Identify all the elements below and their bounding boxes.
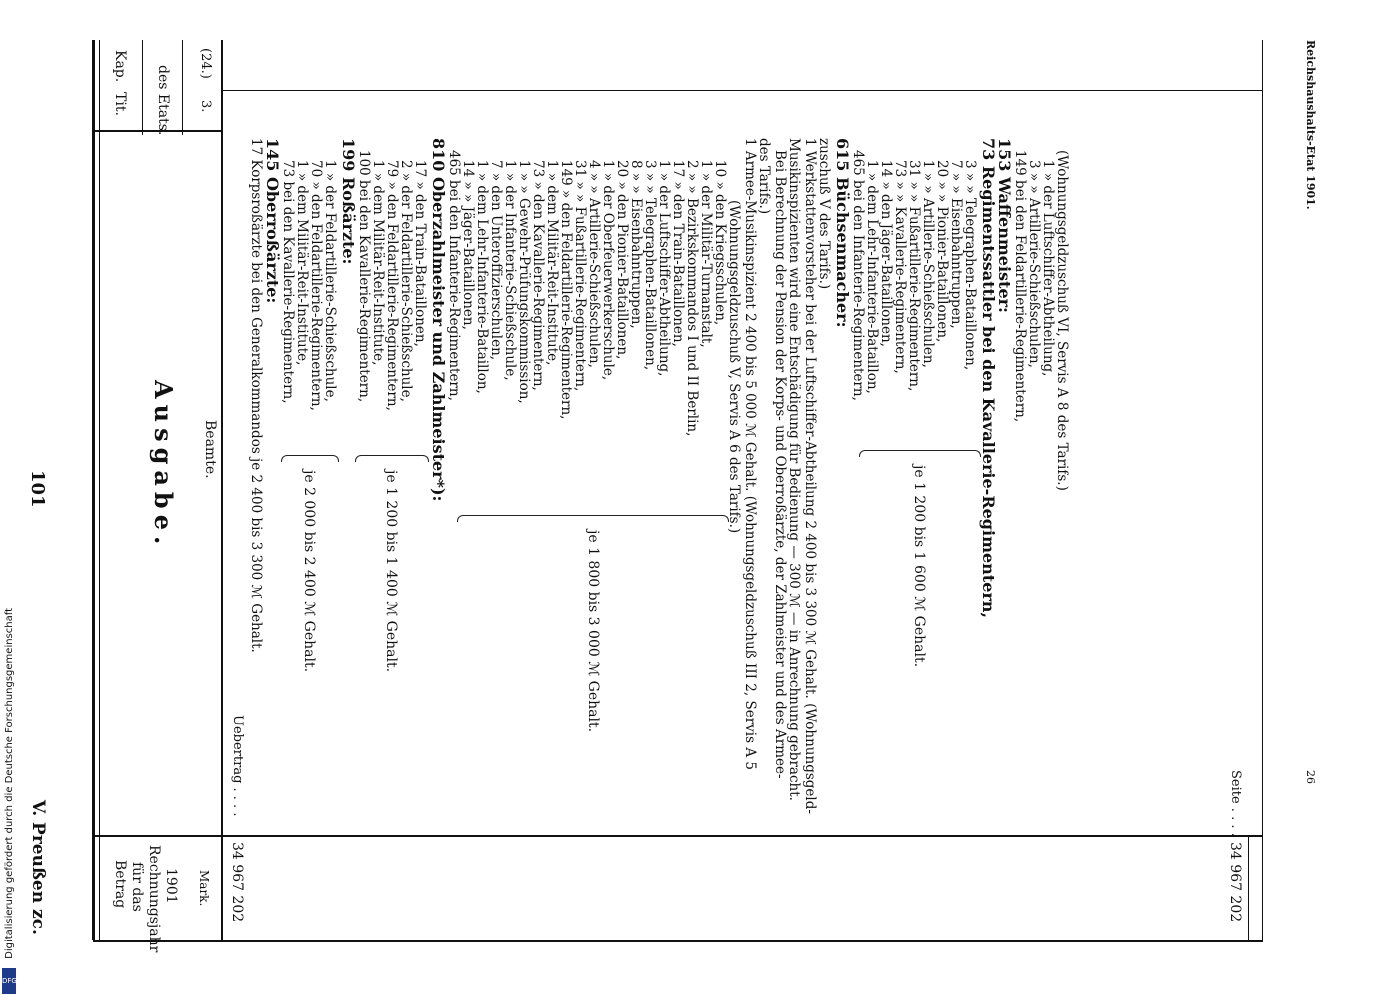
entry-line: 1 » dem Militär-Reit-Institute, xyxy=(544,160,560,366)
entry-line: 3 » » Telegraphen-Bataillonen, xyxy=(962,160,978,371)
entry-line: Musikinspizienten wird eine Entschädigung für Bedienung — 300 ℳ — in Anrechnung gebracht. xyxy=(786,138,802,801)
salary-note-oberrossaerzte: je 2 000 bis 2 400 ℳ Gehalt. xyxy=(301,470,317,673)
entry-line: 1 » dem Militär-Reit-Institute, xyxy=(294,160,310,366)
header-des-etats: des Etats. xyxy=(155,65,171,136)
header-tit: Tit. xyxy=(112,92,128,116)
entry-line: 3 » » Telegraphen-Bataillonen, xyxy=(642,160,658,371)
heading-ausgabe: Ausgabe. xyxy=(149,380,178,551)
entry-line: 1 » » Gewehr-Prüfungskommission, xyxy=(516,160,532,404)
uebertrag-label: Uebertrag . . . . xyxy=(230,715,245,817)
entry-line: Bei Berechnung der Pension der Korps- und Oberroßärzte, der Zahlmeister und des Armee- xyxy=(772,150,788,779)
entry-line: 153 Waffenmeister: xyxy=(995,138,1014,313)
column-rule-left xyxy=(221,40,223,940)
entry-line: 79 » den Feldartillerie-Regimentern, xyxy=(384,160,400,411)
entry-line: 1 Werkstattenvorsteher bei der Luftschiffer-Abtheilung 2 400 bis 3 300 ℳ Gehalt. (Wohnungsgeld- xyxy=(802,138,818,814)
entry-line: 1 » der Luftschiffer-Abtheilung, xyxy=(656,160,672,377)
entry-line: (Wohnungsgeldzuschuß V, Servis A 6 des Tarifs.) xyxy=(726,200,742,534)
entry-line: 149 » den Feldartillerie-Regimentern, xyxy=(558,160,574,420)
kap-value: (24.) xyxy=(198,48,213,79)
entry-line: 2 » » Bezirkskommandos I und II Berlin, xyxy=(684,160,700,437)
section-title: V. Preußen zc. xyxy=(28,800,48,935)
entry-line: des Tarifs.) xyxy=(756,138,772,215)
entry-line: 14 » » Jäger-Bataillonen, xyxy=(460,160,476,330)
digitization-note: Digitalisierung gefördert durch die Deutsche Forschungsgemeinschaft xyxy=(4,608,15,959)
entry-line: 73 » » Kavallerie-Regimentern, xyxy=(892,160,908,374)
entry-line: 17 Korpsroßärzte bei den Generalkommandos je 2 400 bis 3 300 ℳ Gehalt. xyxy=(248,138,264,653)
brace-zahlmeister xyxy=(457,515,729,522)
entry-line: 1 » der Feldartillerie-Schießschule, xyxy=(322,160,338,402)
kap-tit-divider xyxy=(142,40,143,135)
entry-line: 465 bei den Infanterie-Regimentern, xyxy=(850,150,866,401)
amount-column-rule xyxy=(223,835,1263,837)
entry-line: zuschuß V des Tarifs.) xyxy=(816,138,832,290)
entry-line: 70 » den Feldartillerie-Regimentern, xyxy=(308,160,324,411)
entry-line: 1 » der Oberfeuerwerkerschule, xyxy=(600,160,616,381)
entry-line: 149 bei den Feldartillerie-Regimentern, xyxy=(1012,150,1028,423)
entry-line: 1 » dem Lehr-Infanterie-Bataillon, xyxy=(864,160,880,394)
entry-line: 10 » den Kriegsschulen, xyxy=(712,160,728,326)
footer-number: 26 xyxy=(1304,770,1317,784)
entry-line: 1 » dem Militär-Reit-Institute, xyxy=(370,160,386,366)
seite-amount: 34 967 202 xyxy=(1227,842,1243,923)
entry-line: 810 Oberzahlmeister und Zahlmeister*): xyxy=(429,138,448,502)
right-border xyxy=(93,940,1263,942)
bottom-rule xyxy=(1262,40,1263,940)
brace-rossaerzte xyxy=(355,455,429,462)
entry-line: 17 » den Train-Bataillonen, xyxy=(670,160,686,347)
entry-line: 1 » dem Lehr-Infanterie-Bataillon, xyxy=(474,160,490,394)
entry-line: 1 » der Militär-Turnanstalt, xyxy=(698,160,714,348)
entry-line: 73 bei den Kavallerie-Regimentern, xyxy=(280,160,296,404)
dfg-logo: DFG xyxy=(2,968,16,994)
entry-line: 199 Roßärzte: xyxy=(339,138,358,265)
entry-line: 31 » » Fußartillerie-Regimentern, xyxy=(906,160,922,392)
header-year: 1901 xyxy=(163,868,179,904)
entry-line: 145 Oberroßärzte: xyxy=(263,138,282,304)
page-number: 101 xyxy=(27,470,48,508)
entry-line: 17 » den Train-Bataillonen, xyxy=(412,160,428,347)
entry-line: 7 » » Eisenbahntruppen, xyxy=(948,160,964,329)
entry-line: 465 bei den Infanterie-Regimentern, xyxy=(446,150,462,401)
entry-line: 100 bei den Kavallerie-Regimentern, xyxy=(356,150,372,403)
entry-line: 14 » den Jäger-Bataillonen, xyxy=(878,160,894,347)
sum-rule xyxy=(1248,835,1249,940)
salary-note-rossaerzte: je 1 200 bis 1 400 ℳ Gehalt. xyxy=(383,470,399,673)
header-fuer-das: für das xyxy=(129,862,145,912)
entry-line: 615 Büchsenmacher: xyxy=(833,138,852,328)
uebertrag-amount: 34 967 202 xyxy=(229,842,245,923)
entry-line: 3 » » Artillerie-Schießschulen, xyxy=(1026,160,1042,368)
entry-line: 1 » der Luftschiffer-Abtheilung, xyxy=(1040,160,1056,377)
entry-line: 2 » der Feldartillerie-Schießschule, xyxy=(398,160,414,402)
entry-line: 73 » den Kavallerie-Regimentern, xyxy=(530,160,546,391)
header-rechnungsjahr: Rechnungsjahr xyxy=(146,845,162,953)
entry-line: 73 Regimentssattler bei den Kavallerie-Regimentern, xyxy=(979,138,998,619)
top-rule-thin xyxy=(99,40,100,940)
tit-value: 3. xyxy=(198,100,213,113)
entry-line: 20 » den Pionier-Bataillonen, xyxy=(614,160,630,360)
header-mark: Mark. xyxy=(197,870,211,907)
brace-buechsenmacher xyxy=(859,450,981,457)
header-betrag: Betrag xyxy=(112,860,128,909)
entry-line: 1 Armee-Musikinspizient 2 400 bis 5 000 ℳ Gehalt. (Wohnungsgeldzuschuß III 2, Servis A 5 xyxy=(742,138,758,770)
header-kap: Kap. xyxy=(112,50,128,83)
top-rule xyxy=(92,40,95,940)
entry-line: 1 » » Artillerie-Schießschulen, xyxy=(920,160,936,368)
subheading-beamte: Beamte. xyxy=(202,420,218,479)
salary-note-zahlmeister: je 1 800 bis 3 000 ℳ Gehalt. xyxy=(585,530,601,733)
salary-note-buechsenmacher: je 1 200 bis 1 600 ℳ Gehalt. xyxy=(911,465,927,668)
amount-header-divider xyxy=(95,835,223,837)
entry-line: 1 » der Infanterie-Schießschule, xyxy=(502,160,518,381)
entry-line: 7 » den Unteroffizierschulen, xyxy=(488,160,504,361)
entry-line: (Wohnungsgeldzuschuß VI, Servis A 8 des Tarifs.) xyxy=(1054,150,1070,491)
tit-divider xyxy=(182,40,183,135)
brace-oberrossaerzte xyxy=(281,455,339,462)
entry-line: 20 » » Pionier-Bataillonen, xyxy=(934,160,950,343)
entry-line: 31 » » Fußartillerie-Regimentern, xyxy=(572,160,588,392)
footer-title: Reichshaushalts-Etat 1901. xyxy=(1304,40,1317,210)
seite-label: Seite . . . . xyxy=(1228,770,1243,837)
entry-line: 8 » » Eisenbahntruppen, xyxy=(628,160,644,329)
entry-line: 4 » » Artillerie-Schießschulen, xyxy=(586,160,602,368)
left-rule xyxy=(223,90,1263,91)
